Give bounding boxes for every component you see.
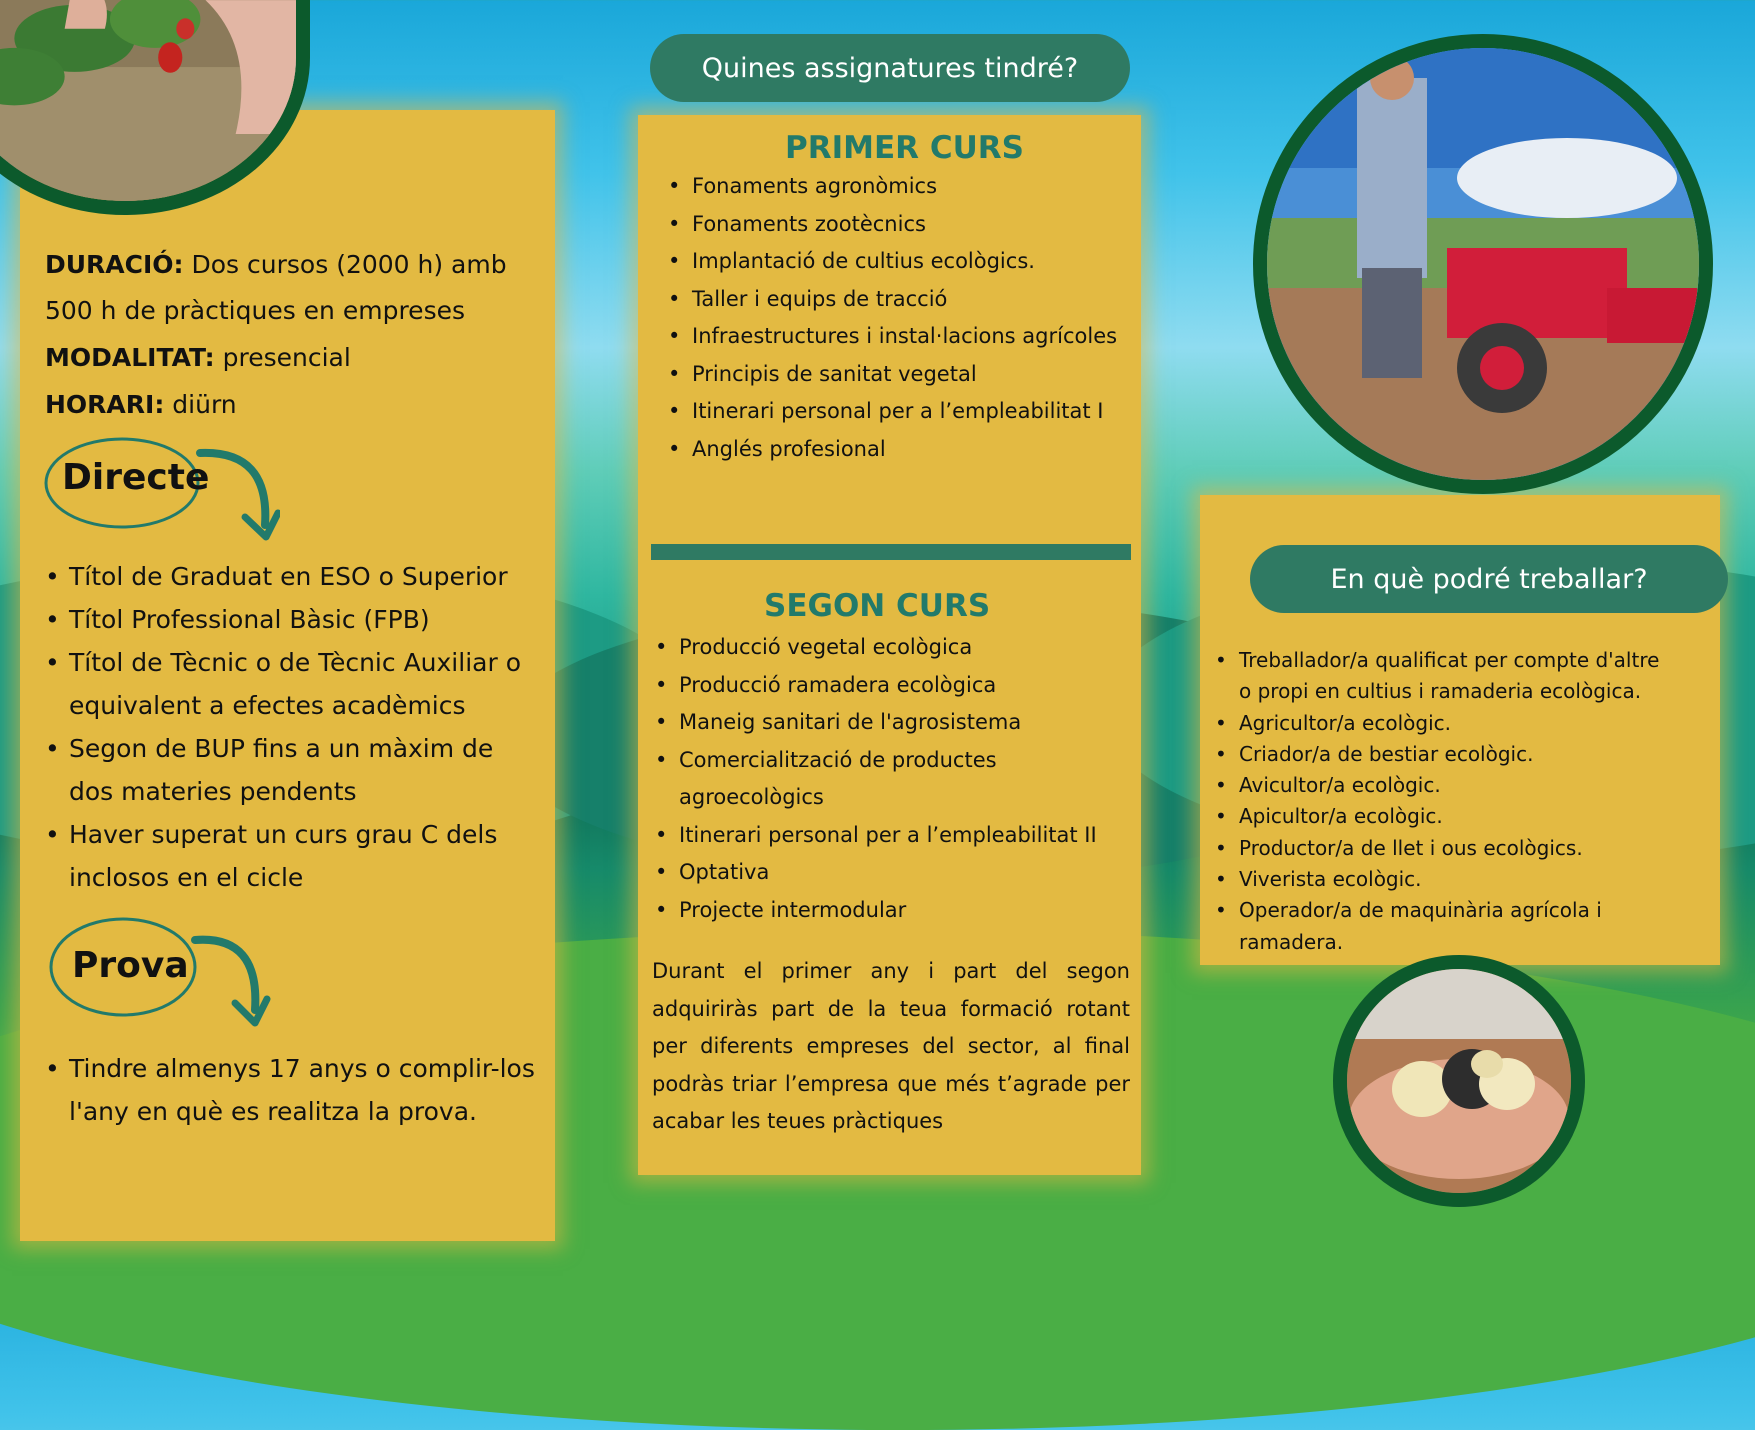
list-item: • Productor/a de llet i ous ecològics. [1215, 833, 1665, 864]
list-item: • Producció ramadera ecològica [655, 667, 1135, 705]
tractor-photo [1253, 34, 1713, 494]
list-item: • Treballador/a qualificat per compte d'altre o propi en cultius i ramaderia ecològica. [1215, 645, 1665, 708]
chicks-photo [1333, 955, 1585, 1207]
divider [651, 544, 1131, 560]
list-item: • Itinerari personal per a l’empleabilitat I [668, 393, 1138, 431]
list-item: • Optativa [655, 854, 1135, 892]
segon-curs-title: SEGON CURS [764, 588, 991, 624]
duracio-line-1: DURACIÓ: Dos cursos (2000 h) amb [45, 250, 507, 279]
list-item: • Maneig sanitari de l'agrosistema [655, 704, 1135, 742]
list-item: • Implantació de cultius ecològics. [668, 243, 1138, 281]
list-item: • Tindre almenys 17 anys o complir-los l'any en què es realitza la prova. [45, 1047, 535, 1133]
chicks-image [1347, 969, 1571, 1193]
list-item: • Infraestructures i instal·lacions agrícoles [668, 318, 1138, 356]
list-item: • Apicultor/a ecològic. [1215, 801, 1665, 832]
prova-title: Prova [72, 945, 189, 986]
list-item: • Anglés profesional [668, 431, 1138, 469]
list-item: • Títol de Graduat en ESO o Superior [45, 555, 535, 598]
list-item: • Operador/a de maquinària agrícola i ramadera. [1215, 895, 1665, 958]
primer-curs-title: PRIMER CURS [785, 130, 1024, 166]
list-item: • Itinerari personal per a l’empleabilitat II [655, 817, 1135, 855]
list-item: • Segon de BUP fins a un màxim de dos materies pendents [45, 727, 535, 813]
horari-line: HORARI: diürn [45, 390, 237, 419]
list-item: • Fonaments agronòmics [668, 168, 1138, 206]
list-item: • Projecte intermodular [655, 892, 1135, 930]
prova-list [45, 1047, 535, 1133]
tractor-image [1267, 48, 1699, 480]
jobs-list [1215, 645, 1665, 958]
list-item: • Producció vegetal ecològica [655, 629, 1135, 667]
list-item: • Viverista ecològic. [1215, 864, 1665, 895]
list-item: • Principis de sanitat vegetal [668, 356, 1138, 394]
list-item: • Títol de Tècnic o de Tècnic Auxiliar o equivalent a efectes acadèmics [45, 641, 535, 727]
list-item: • Taller i equips de tracció [668, 281, 1138, 319]
modalitat-line: MODALITAT: presencial [45, 343, 351, 372]
duracio-line-2: 500 h de pràctiques en empreses [45, 296, 465, 325]
practice-paragraph: Durant el primer any i part del segon adquiriràs part de la teua formació rotant per diferents empreses del sector, al final podràs triar l’empresa que més t’agrade per acabar les teues pràctiques [652, 959, 1130, 1133]
strawberry-plant-image [0, 0, 296, 201]
list-item: • Fonaments zootècnics [668, 206, 1138, 244]
list-item: • Criador/a de bestiar ecològic. [1215, 739, 1665, 770]
directe-title: Directe [62, 457, 210, 498]
list-item: • Avicultor/a ecològic. [1215, 770, 1665, 801]
directe-list [45, 555, 535, 899]
list-item: • Comercialització de productes agroecològics [655, 742, 1135, 817]
list-item: • Títol Professional Bàsic (FPB) [45, 598, 535, 641]
jobs-header: En què podré treballar? [1250, 545, 1728, 613]
subjects-header: Quines assignatures tindré? [650, 34, 1130, 102]
segon-curs-list [655, 629, 1135, 929]
primer-curs-list [668, 168, 1138, 468]
list-item: • Haver superat un curs grau C dels inclosos en el cicle [45, 813, 535, 899]
list-item: • Agricultor/a ecològic. [1215, 708, 1665, 739]
